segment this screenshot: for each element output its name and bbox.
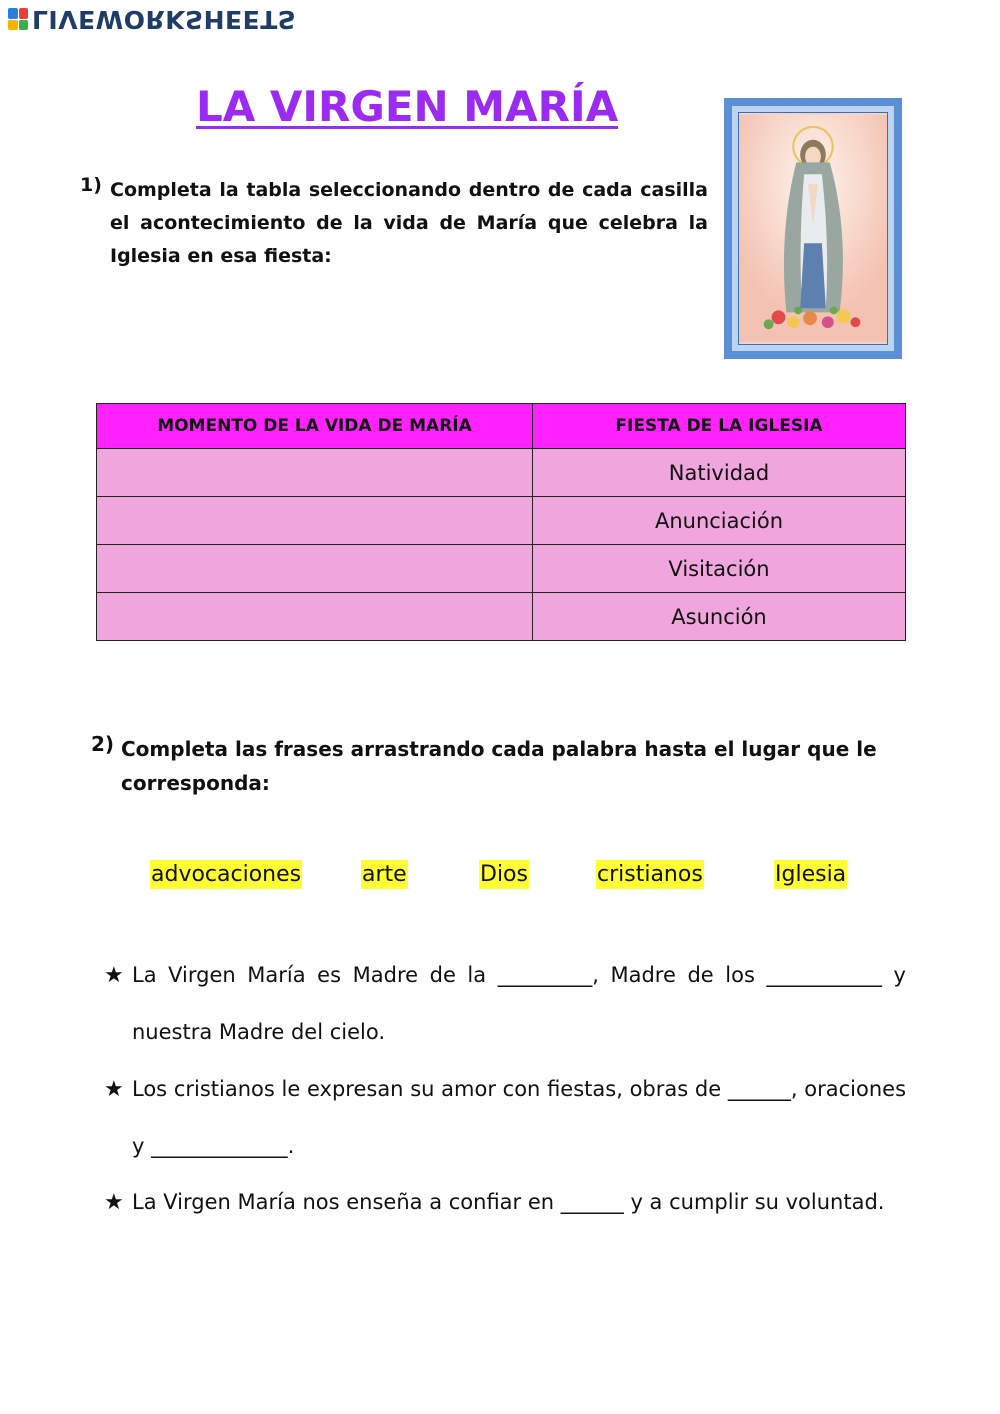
table-row — [97, 449, 906, 497]
star-icon: ★ — [104, 1077, 124, 1102]
virgin-mary-picture — [724, 98, 902, 359]
moment-select-cell[interactable] — [97, 545, 533, 593]
star-icon: ★ — [104, 1190, 124, 1215]
word-chip-iglesia[interactable]: Iglesia — [775, 862, 847, 887]
sentence-text: La Virgen María es Madre de la — [132, 963, 498, 987]
word-chip-advocaciones[interactable]: advocaciones — [151, 862, 302, 887]
sentence-text: . — [287, 1134, 295, 1158]
question-1-number: 1) — [80, 174, 102, 196]
table-header-row — [97, 404, 906, 449]
word-chip-dios[interactable]: Dios — [480, 862, 528, 887]
word-chip-arte[interactable]: arte — [362, 862, 407, 887]
moment-select-cell[interactable] — [97, 449, 533, 497]
drop-blank[interactable]: ______ — [727, 1077, 791, 1101]
sentence-text: , Madre de los — [592, 963, 767, 987]
sentence-2 — [104, 1061, 906, 1175]
sentence-text: La Virgen María nos enseña a confiar en — [132, 1190, 561, 1214]
header-moment: MOMENTO DE LA VIDA DE MARÍA — [97, 404, 533, 449]
star-icon: ★ — [104, 963, 124, 988]
drop-blank[interactable]: _________ — [497, 963, 593, 987]
sentence-text: y nuestra Madre del cielo. — [132, 963, 906, 1044]
sentence-text: Los cristianos le expresan su amor con fiestas, obras de — [132, 1077, 728, 1101]
question-2-number: 2) — [91, 732, 115, 756]
question-1-instructions: Completa la tabla seleccionando dentro de cada casilla el acontecimiento de la vida de María que celebra la Iglesia en esa fiesta: — [110, 179, 708, 267]
moment-select-cell[interactable] — [97, 497, 533, 545]
feast-cell: Natividad — [533, 449, 906, 497]
virgin-mary-image-icon — [739, 113, 887, 344]
moment-select-cell[interactable] — [97, 593, 533, 641]
header-feast: FIESTA DE LA IGLESIA — [533, 404, 906, 449]
feast-cell: Anunciación — [533, 497, 906, 545]
table-row — [97, 545, 906, 593]
table-row — [97, 593, 906, 641]
drop-blank[interactable]: ______ — [560, 1190, 624, 1214]
liveworksheets-logo-icon — [8, 8, 28, 30]
feasts-table — [96, 403, 906, 641]
word-chip-cristianos[interactable]: cristianos — [597, 862, 703, 887]
feast-cell: Visitación — [533, 545, 906, 593]
sentence-text: y a cumplir su voluntad. — [623, 1190, 885, 1214]
brand-name: LIVEWORKSHEETS — [32, 4, 297, 34]
drop-blank[interactable]: ___________ — [766, 963, 882, 987]
sentence-text: , oraciones y — [132, 1077, 907, 1158]
drop-blank[interactable]: _____________ — [151, 1134, 288, 1158]
feast-cell: Asunción — [533, 593, 906, 641]
table-row — [97, 497, 906, 545]
sentence-3 — [104, 1174, 906, 1231]
question-2-instructions: Completa las frases arrastrando cada palabra hasta el lugar que le corresponda: — [121, 737, 877, 795]
brand-logo — [8, 4, 296, 34]
sentence-1 — [104, 947, 906, 1061]
page-title: LA VIRGEN MARÍA — [196, 82, 619, 131]
